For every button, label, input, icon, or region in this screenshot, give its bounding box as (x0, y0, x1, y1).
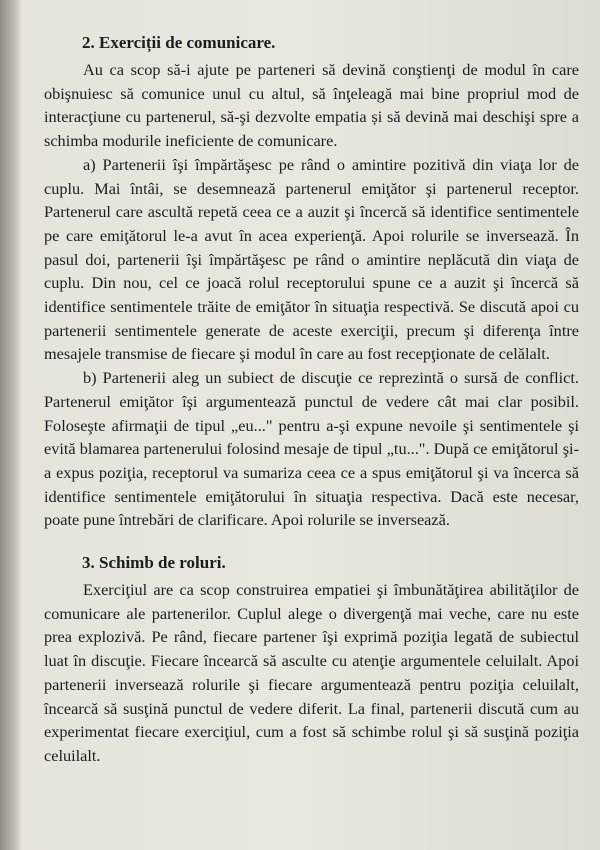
paragraph: b) Partenerii aleg un subiect de discuţie ce reprezintă o sursă de conflict. Partenerul emiţător îşi argumentează punctul de vedere cât mai clar posibil. Foloseşte afirmaţii de tipul „eu..." pentru a-şi expune nevoile şi sentimentele şi evită blamarea partenerului folosind mesaje de tipul „tu...". După ce emiţătorul şi-a expus poziţia, receptorul va sumariza ceea ce a spus emiţătorul şi va încerca să identifice sentimentele emiţătorului în situaţia respectiva. Dacă este necesar, poate pune întrebări de clarificare. Apoi rolurile se inversează. (44, 368, 579, 530)
paragraph: Exerciţiul are ca scop construirea empatiei şi îmbunătăţirea abilităţilor de comunicare ale partenerilor. Cuplul alege o divergenţă mai veche, care nu este prea explozivă. Pe rând, fiecare partener îşi exprimă poziţia legată de subiectul luat în discuţie. Fiecare încearcă să asculte cu atenţie argumentele celuilalt. Apoi partenerii inversează rolurile şi fiecare argumentează pentru poziţia celuilalt, încearcă să susţină punctul de vedere diferit. La final, partenerii discută cum au experimentat fiecare exerciţiul, cum a fost să schimbe rolul şi să susţină poziţia celuilalt. (44, 580, 579, 765)
paragraph: Au ca scop să-i ajute pe parteneri să devină conştienţi de modul în care obişnuiesc să comunice unul cu altul, să înţeleagă mai bine propriul mod de interacţiune cu partenerul, să-şi dezvolte empatia și să devină mai deschişi spre a schimba modurile ineficiente de comunicare. (44, 60, 579, 151)
paragraph: a) Partenerii îşi împărtăşesc pe rând o amintire pozitivă din viaţa lor de cuplu. Mai întâi, se desemnează partenerul emiţător şi partenerul receptor. Partenerul care ascultă repetă ceea ce a auzit şi încercă să identifice sentimentele pe care emiţătorul le-a avut în acea experienţă. Apoi rolurile se inversează. În pasul doi, partenerii îşi împărtăşesc pe rând o amintire neplăcută din viaţa de cuplu. Din nou, cel ce joacă rolul receptorului spune ce a auzit şi încercă să identifice sentimentele trăite de emiţător în situaţia respectivă. Se discută apoi cu partenerii sentimentele generate de aceste exerciţii, precum şi diferenţa între mesajele transmise de fiecare şi modul în care au fost recepţionate de celălalt. (44, 154, 579, 364)
book-gutter (0, 0, 22, 850)
section-heading-communication-exercises: 2. Exerciții de comunicare. (82, 33, 276, 52)
section-heading-role-swap: 3. Schimb de roluri. (82, 553, 226, 573)
page-content (44, 28, 579, 768)
